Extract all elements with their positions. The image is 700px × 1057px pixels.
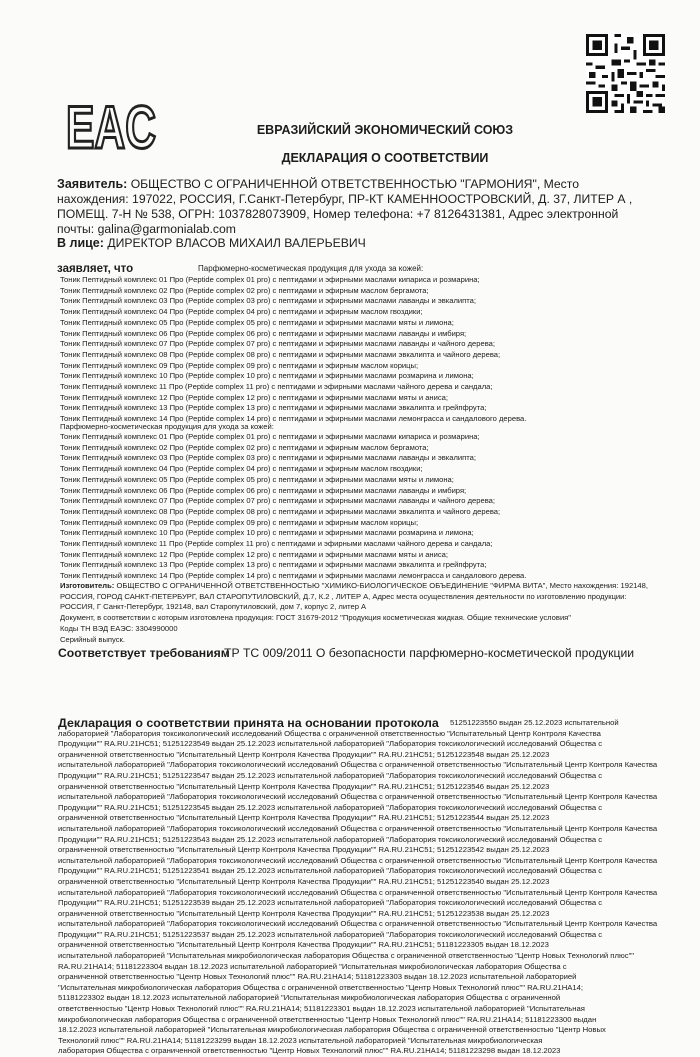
basis-line: ограниченной ответственностью "Испытательный Центр Контроля Качества Продукции"" RA.RU.21HC51; 51251223544 выдан 25.12.2023 bbox=[58, 813, 550, 823]
manufacturer-text: ОБЩЕСТВО С ОГРАНИЧЕННОЙ ОТВЕТСТВЕННОСТЬЮ "ХИМИКО-БИОЛОГИЧЕСКОЕ ОБЪЕДИНЕНИЕ "ФИРМА ВИТА", Место нахождения: 192148, РОССИЯ, ГОРОД САНКТ-ПЕТЕРБУРГ, ВАЛ СТАРОПУТИЛОВСКИЙ, Д.7, К.2 , ЛИТЕР А, Адрес места осуществления деятельности по изготовлению продукции: РОССИЯ, Г Санкт-Петербург, 192148, вал Старопутиловский, дом 7, корпус 2, литер А bbox=[60, 581, 648, 612]
list-item: Тоник Пептидный комплекс 07 Про (Peptide complex 07 pro) с пептидами и эфирными маслами лаванды и чайного дерева; bbox=[60, 496, 495, 506]
list-item: Тоник Пептидный комплекс 14 Про (Peptide complex 14 pro) с пептидами и эфирными маслами лемонграсса и сандалового дерева. bbox=[60, 414, 527, 424]
basis-line: Продукции"" RA.RU.21HC51; 51251223537 выдан 25.12.2023 испытательной лабораторией "Лаборатория токсикологический исследований Общества с bbox=[58, 929, 603, 939]
list-item: Тоник Пептидный комплекс 04 Про (Peptide complex 04 pro) с пептидами и эфирным маслом гвоздики; bbox=[60, 307, 423, 317]
conformity-label: Соответствует требованиям bbox=[58, 646, 230, 660]
basis-line: испытательной лабораторией "Лаборатория токсикологический исследований Общества с ограниченной ответственностью "Испытательный Центр Контроля Качества bbox=[58, 792, 658, 802]
basis-protocols bbox=[58, 718, 658, 1057]
basis-line: Продукции"" RA.RU.21HC51; 51251223539 выдан 25.12.2023 испытательной лабораторией "Лаборатория токсикологический исследований Общества с bbox=[58, 898, 603, 908]
basis-line: 18.12.2023 испытательной лабораторией "Испытательная микробиологическая лаборатория Общества с ограниченной ответственностью "Центр Новых bbox=[58, 1025, 606, 1035]
list-item: Тоник Пептидный комплекс 13 Про (Peptide complex 13 pro) с пептидами и эфирными маслами эвкалипта и грейпфрута; bbox=[60, 560, 487, 570]
list-item: Тоник Пептидный комплекс 07 Про (Peptide complex 07 pro) с пептидами и эфирными маслами лаванды и чайного дерева; bbox=[60, 339, 495, 349]
list-item: Тоник Пептидный комплекс 09 Про (Peptide complex 09 pro) с пептидами и эфирным маслом корицы; bbox=[60, 517, 419, 527]
basis-line: испытательной лабораторией "Лаборатория токсикологический исследований Общества с ограниченной ответственностью "Испытательный Центр Контроля Качества bbox=[58, 760, 658, 770]
declares-label: заявляет, что bbox=[57, 263, 134, 275]
person-text: ДИРЕКТОР ВЛАСОВ МИХАИЛ ВАЛЕРЬЕВИЧ bbox=[107, 236, 366, 250]
list-item: Тоник Пептидный комплекс 13 Про (Peptide complex 13 pro) с пептидами и эфирными маслами эвкалипта и грейпфрута; bbox=[60, 403, 487, 413]
basis-line: ограниченной ответственностью "Испытательный Центр Контроля Качества Продукции"" RA.RU.21HC51; 51251223538 выдан 25.12.2023 bbox=[58, 908, 550, 918]
declaration-title: ДЕКЛАРАЦИЯ О СООТВЕТСТВИИ bbox=[281, 151, 489, 165]
basis-line: Продукции"" RA.RU.21HC51; 51251223549 выдан 25.12.2023 испытательной лабораторией "Лаборатория токсикологический исследований Общества с bbox=[58, 739, 603, 749]
person-block bbox=[57, 236, 366, 250]
list-item: Тоник Пептидный комплекс 04 Про (Peptide complex 04 pro) с пептидами и эфирным маслом гвоздики; bbox=[60, 464, 423, 474]
applicant-label: Заявитель: bbox=[57, 177, 128, 191]
basis-line: ограниченной ответственностью "Испытательный Центр Контроля Качества Продукции"" RA.RU.21HC51; 51251223542 выдан 25.12.2023 bbox=[58, 845, 550, 855]
basis-line: Продукции"" RA.RU.21HC51; 51251223545 выдан 25.12.2023 испытательной лабораторией "Лаборатория токсикологический исследований Общества с bbox=[58, 802, 603, 812]
applicant-block bbox=[57, 177, 647, 237]
basis-line: испытательной лабораторией "Испытательная микробиологическая лаборатория Общества с ограниченной ответственностью "Центр Новых Технологий плюс"" bbox=[58, 951, 635, 961]
list-item: Тоник Пептидный комплекс 01 Про (Peptide complex 01 pro) с пептидами и эфирными маслами кипариса и розмарина; bbox=[60, 432, 480, 441]
person-label: В лице: bbox=[57, 236, 104, 250]
basis-line: испытательной лабораторией "Лаборатория токсикологический исследований Общества с ограниченной ответственностью "Испытательный Центр Контроля Качества bbox=[58, 887, 658, 897]
product-list-2 bbox=[60, 432, 660, 582]
basis-line: Продукции"" RA.RU.21HC51; 51251223543 выдан 25.12.2023 испытательной лабораторией "Лаборатория токсикологический исследований Общества с bbox=[58, 834, 603, 844]
manufacturer-document: Документ, в соответствии с которым изготовлена продукция: ГОСТ 31679-2012 "Продукция косметическая жидкая. Общие технические условия" bbox=[60, 613, 571, 623]
basis-line: RA.RU.21HA14; 51181223304 выдан 18.12.2023 испытательной лабораторией "Испытательная микробиологическая лаборатория Общества с bbox=[58, 961, 567, 971]
product-list-1 bbox=[60, 275, 660, 425]
basis-label: Декларация о соответствии принята на основании протокола bbox=[58, 716, 439, 730]
manufacturer-serial: Серийный выпуск. bbox=[60, 634, 125, 644]
union-title: ЕВРАЗИЙСКИЙ ЭКОНОМИЧЕСКИЙ СОЮЗ bbox=[256, 123, 514, 137]
basis-line: испытательной лабораторией "Лаборатория токсикологический исследований Общества с ограниченной ответственностью "Испытательный Центр Контроля Качества bbox=[58, 855, 658, 865]
list-item: Тоник Пептидный комплекс 05 Про (Peptide complex 05 pro) с пептидами и эфирными маслами мяты и лимона; bbox=[60, 474, 454, 484]
declares-intro: Парфюмерно-косметическая продукция для ухода за кожей: bbox=[198, 264, 424, 273]
applicant-text: ОБЩЕСТВО С ОГРАНИЧЕННОЙ ОТВЕТСТВЕННОСТЬЮ "ГАРМОНИЯ", Место нахождения: 197022, РОССИЯ, Г.Санкт-Петербург, ПР-КТ КАМЕННООСТРОВСКИЙ, Д. 37, ЛИТЕР А , ПОМЕЩ. 7-Н № 538, ОГРН: 1037828073909, Номер телефона: +7 8126431381, Адрес электронной почты: galina@garmonialab.com bbox=[57, 177, 633, 236]
list-item: Тоник Пептидный комплекс 06 Про (Peptide complex 06 pro) с пептидами и эфирными маслами лаванды и имбиря; bbox=[60, 328, 467, 338]
list-item: Тоник Пептидный комплекс 12 Про (Peptide complex 12 pro) с пептидами и эфирными маслами мяты и аниса; bbox=[60, 549, 448, 559]
basis-line: ответственностью "Центр Новых Технологий плюс"" RA.RU.21HA14; 51181223301 выдан 18.12.2023 испытательной лабораторией "Испытательная bbox=[58, 1004, 585, 1014]
list-item: Тоник Пептидный комплекс 14 Про (Peptide complex 14 pro) с пептидами и эфирными маслами лемонграсса и сандалового дерева. bbox=[60, 571, 527, 581]
basis-line: ограниченной ответственностью "Испытательный Центр Контроля Качества Продукции"" RA.RU.21HC51; 51251223546 выдан 25.12.2023 bbox=[58, 781, 550, 791]
basis-line: Продукции"" RA.RU.21HC51; 51251223541 выдан 25.12.2023 испытательной лабораторией "Лаборатория токсикологический исследований Общества с bbox=[58, 866, 603, 876]
basis-line: микробиологическая лаборатория Общества с ограниченной ответственностью "Центр Новых Технологий плюс"" RA.RU.21HA14; 51181223300 выдан bbox=[58, 1014, 597, 1024]
basis-line: ограниченной ответственностью "Центр Новых Технологий плюс"" RA.RU.21HA14; 51181223303 выдан 18.12.2023 испытательной лабораторией bbox=[58, 972, 577, 982]
list-item: Тоник Пептидный комплекс 10 Про (Peptide complex 10 pro) с пептидами и эфирными маслами розмарина и лимона; bbox=[60, 528, 474, 538]
list-item: Тоник Пептидный комплекс 02 Про (Peptide complex 02 pro) с пептидами и эфирным маслом бергамота; bbox=[60, 285, 429, 295]
list-item: Тоник Пептидный комплекс 11 Про (Peptide complex 11 pro) с пептидами и эфирными маслами чайного дерева и сандала; bbox=[60, 382, 493, 392]
list-item: Тоник Пептидный комплекс 12 Про (Peptide complex 12 pro) с пептидами и эфирными маслами мяты и аниса; bbox=[60, 392, 448, 402]
basis-line: лабораторией "Лаборатория токсикологический исследований Общества с ограниченной ответственностью "Испытательный Центр Контроля Качества bbox=[58, 728, 601, 738]
list-item: Тоник Пептидный комплекс 11 Про (Peptide complex 11 pro) с пептидами и эфирными маслами чайного дерева и сандала; bbox=[60, 539, 493, 549]
basis-line: испытательной лабораторией "Лаборатория токсикологический исследований Общества с ограниченной ответственностью "Испытательный Центр Контроля Качества bbox=[58, 919, 658, 929]
product-subhead: Парфюмерно-косметическая продукция для ухода за кожей: bbox=[60, 422, 274, 431]
list-item: Тоник Пептидный комплекс 10 Про (Peptide complex 10 pro) с пептидами и эфирными маслами розмарина и лимона; bbox=[60, 371, 474, 381]
basis-line: ограниченной ответственностью "Испытательный Центр Контроля Качества Продукции"" RA.RU.21HC51; 51251223540 выдан 25.12.2023 bbox=[58, 876, 550, 886]
manufacturer-codes: Коды ТН ВЭД ЕАЭС: 3304990000 bbox=[60, 623, 178, 633]
basis-line: ограниченной ответственностью "Испытательный Центр Контроля Качества Продукции"" RA.RU.21HC51; 51251223548 выдан 25.12.2023 bbox=[58, 749, 550, 759]
qr-code bbox=[586, 34, 665, 113]
basis-line: Технологий плюс"" RA.RU.21HA14; 51181223299 выдан 18.12.2023 испытательной лабораторией "Испытательная микробиологическая bbox=[58, 1035, 543, 1045]
basis-line: лаборатория Общества с ограниченной ответственностью "Центр Новых Технологий плюс"" RA.RU.21HA14; 51181223298 выдан 18.12.2023 bbox=[58, 1046, 561, 1056]
list-item: Тоник Пептидный комплекс 05 Про (Peptide complex 05 pro) с пептидами и эфирными маслами мяты и лимона; bbox=[60, 317, 454, 327]
list-item: Тоник Пептидный комплекс 03 Про (Peptide complex 03 pro) с пептидами и эфирными маслами лаванды и эвкалипта; bbox=[60, 453, 476, 463]
basis-line: Продукции"" RA.RU.21HC51; 51251223547 выдан 25.12.2023 испытательной лабораторией "Лаборатория токсикологический исследований Общества с bbox=[58, 770, 603, 780]
eac-emblem-text: EAC bbox=[66, 94, 156, 161]
basis-line: 51181223302 выдан 18.12.2023 испытательной лабораторией "Испытательная микробиологическая лаборатория Общества с ограниченной bbox=[58, 993, 561, 1003]
basis-line: ограниченной ответственностью "Испытательный Центр Контроля Качества Продукции"" RA.RU.21HC51; 51181223305 выдан 18.12.2023 bbox=[58, 940, 549, 950]
manufacturer-label: Изготовитель: bbox=[60, 581, 115, 590]
list-item: Тоник Пептидный комплекс 02 Про (Peptide complex 02 pro) с пептидами и эфирным маслом бергамота; bbox=[60, 442, 429, 452]
basis-line: 51251223550 выдан 25.12.2023 испытательной bbox=[450, 718, 619, 727]
manufacturer-block bbox=[60, 581, 660, 645]
list-item: Тоник Пептидный комплекс 03 Про (Peptide complex 03 pro) с пептидами и эфирными маслами лаванды и эвкалипта; bbox=[60, 296, 476, 306]
basis-line: "Испытательная микробиологическая лаборатория Общества с ограниченной ответственностью "Центр Новых Технологий плюс"" RA.RU.21HA14; bbox=[58, 982, 584, 992]
list-item: Тоник Пептидный комплекс 01 Про (Peptide complex 01 pro) с пептидами и эфирными маслами кипариса и розмарина; bbox=[60, 275, 480, 284]
conformity-text: ТР ТС 009/2011 О безопасности парфюмерно-косметической продукции bbox=[224, 646, 635, 660]
list-item: Тоник Пептидный комплекс 09 Про (Peptide complex 09 pro) с пептидами и эфирным маслом корицы; bbox=[60, 360, 419, 370]
list-item: Тоник Пептидный комплекс 08 Про (Peptide complex 08 pro) с пептидами и эфирными маслами эвкалипта и чайного дерева; bbox=[60, 349, 501, 359]
basis-line: испытательной лабораторией "Лаборатория токсикологический исследований Общества с ограниченной ответственностью "Испытательный Центр Контроля Качества bbox=[58, 823, 658, 833]
list-item: Тоник Пептидный комплекс 06 Про (Peptide complex 06 pro) с пептидами и эфирными маслами лаванды и имбиря; bbox=[60, 485, 467, 495]
list-item: Тоник Пептидный комплекс 08 Про (Peptide complex 08 pro) с пептидами и эфирными маслами эвкалипта и чайного дерева; bbox=[60, 506, 501, 516]
